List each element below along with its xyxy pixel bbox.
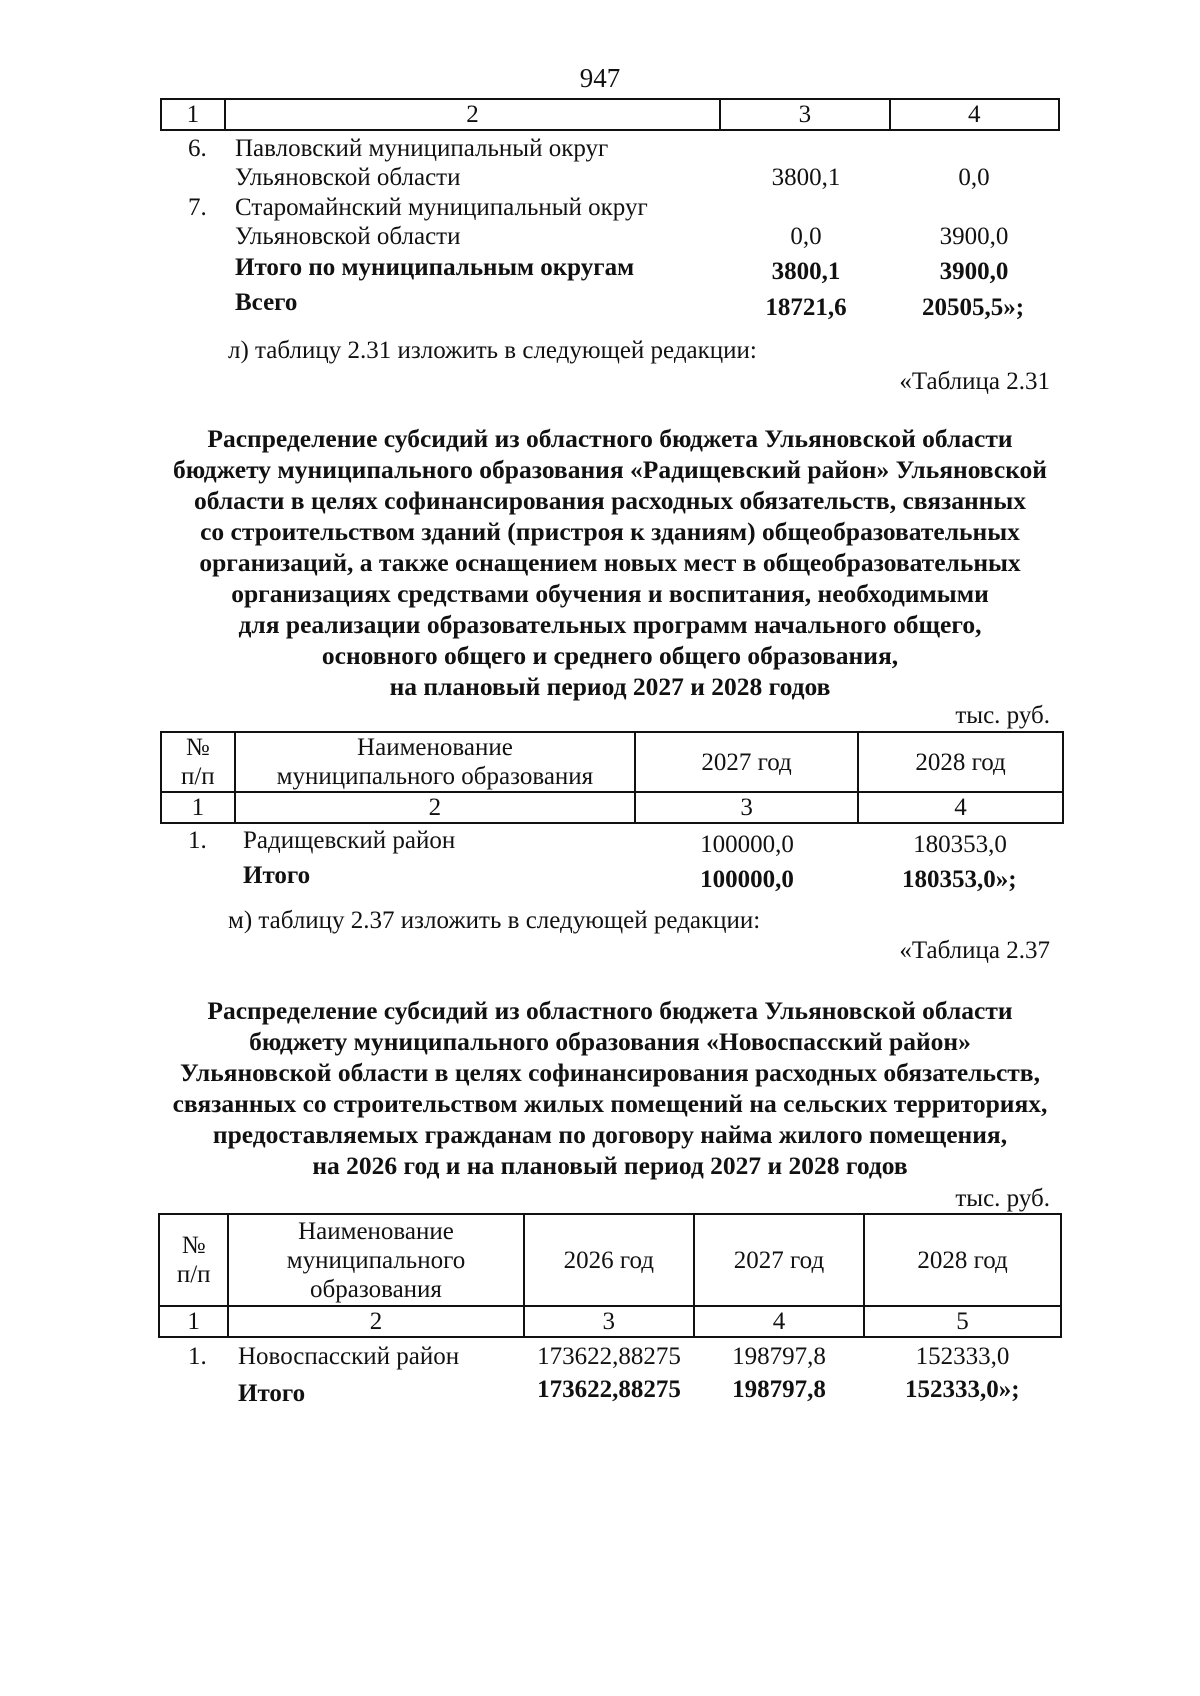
heading-line: организациях средствами обучения и воспитания, необходимыми	[231, 579, 989, 608]
total-value-2027: 198797,8	[732, 1376, 826, 1403]
header-year-2028: 2028 год	[864, 1214, 1061, 1306]
heading-line: основного общего и среднего общего образования,	[321, 641, 899, 670]
col-number-3: 3	[635, 792, 858, 823]
heading-line: бюджету муниципального образования «Радищевский район» Ульяновской	[172, 455, 1048, 484]
header-name	[235, 732, 636, 792]
total-value-2027: 100000,0	[700, 866, 794, 893]
header-year-2028: 2028 год	[858, 732, 1063, 792]
header-name-line2: муниципального	[286, 1246, 466, 1274]
row-value-col4: 3900,0	[939, 223, 1009, 250]
header-num-line2: п/п	[176, 1261, 211, 1288]
col-number-1: 1	[159, 1306, 228, 1337]
col-number-1: 1	[161, 99, 225, 130]
section-l-table-label: «Таблица 2.31	[899, 368, 1050, 395]
total-value-col3: 18721,6	[765, 294, 847, 321]
heading-line: бюджету муниципального образования «Новоспасский район»	[249, 1027, 971, 1056]
row-number: 1.	[188, 827, 207, 854]
heading-line: связанных со строительством жилых помещений на сельских территориях,	[172, 1089, 1048, 1118]
header-name-line1: Наименование	[357, 734, 513, 761]
header-name-line2: муниципального образования	[276, 763, 594, 790]
top-table-header	[160, 98, 1060, 131]
header-year-2026: 2026 год	[524, 1214, 694, 1306]
heading-line: предоставляемых гражданам по договору найма жилого помещения,	[212, 1120, 1008, 1149]
col-number-4: 4	[858, 792, 1063, 823]
row-number: 6.	[188, 135, 207, 162]
total-value-2028: 180353,0»;	[902, 866, 1017, 893]
total-label: Итого	[238, 1380, 306, 1407]
section-l-table-header	[160, 731, 1064, 824]
total-value-2028: 152333,0»;	[905, 1376, 1020, 1403]
heading-line: для реализации образовательных программ начального общего,	[238, 610, 982, 639]
col-number-3: 3	[720, 99, 889, 130]
section-l-heading	[150, 423, 1070, 702]
total-label: Всего	[235, 289, 298, 316]
row-name-line1: Старомайнский муниципальный округ	[235, 194, 648, 221]
col-number-2: 2	[225, 99, 720, 130]
col-number-1: 1	[161, 792, 235, 823]
section-m-intro: м) таблицу 2.37 изложить в следующей редакции:	[228, 907, 761, 934]
section-m-table-label: «Таблица 2.37	[899, 937, 1050, 964]
row-value-col3: 3800,1	[771, 164, 841, 191]
row-value-2026: 173622,88275	[537, 1343, 681, 1370]
section-m-heading	[150, 995, 1070, 1181]
col-number-2: 2	[235, 792, 636, 823]
row-name-line2: Ульяновской области	[235, 164, 461, 191]
header-num	[161, 732, 235, 792]
row-name: Новоспасский район	[238, 1343, 460, 1370]
total-value-2026: 173622,88275	[537, 1376, 681, 1403]
heading-line: со строительством зданий (пристроя к зданиям) общеобразовательных	[200, 517, 1020, 546]
subtotal-label: Итого по муниципальным округам	[235, 254, 635, 281]
heading-line: Ульяновской области в целях софинансирования расходных обязательств,	[180, 1058, 1040, 1087]
total-label: Итого	[243, 862, 311, 889]
header-num-line1: №	[185, 734, 210, 761]
section-l-unit: тыс. руб.	[955, 702, 1050, 729]
subtotal-value-col4: 3900,0	[939, 258, 1009, 285]
col-number-2: 2	[228, 1306, 523, 1337]
col-number-4: 4	[694, 1306, 864, 1337]
row-value-col3: 0,0	[790, 223, 822, 250]
header-num-line2: п/п	[180, 763, 215, 790]
row-value-2027: 198797,8	[732, 1343, 826, 1370]
header-name	[228, 1214, 523, 1306]
heading-line: на 2026 год и на плановый период 2027 и 2028 годов	[312, 1151, 908, 1180]
heading-line: на плановый период 2027 и 2028 годов	[389, 672, 831, 701]
header-name-line3: образования	[310, 1275, 442, 1303]
heading-line: Распределение субсидий из областного бюджета Ульяновской области	[207, 424, 1013, 453]
total-value-col4: 20505,5»;	[922, 294, 1025, 321]
heading-line: Распределение субсидий из областного бюджета Ульяновской области	[207, 996, 1013, 1025]
row-value-col4: 0,0	[958, 164, 990, 191]
row-number: 1.	[188, 1343, 207, 1370]
row-value-2027: 100000,0	[700, 831, 794, 858]
section-m-unit: тыс. руб.	[955, 1185, 1050, 1212]
section-l-intro: л) таблицу 2.31 изложить в следующей редакции:	[228, 337, 757, 364]
header-year-2027: 2027 год	[635, 732, 858, 792]
page-number: 947	[579, 63, 621, 93]
row-name-line2: Ульяновской области	[235, 223, 461, 250]
subtotal-value-col3: 3800,1	[771, 258, 841, 285]
header-num	[159, 1214, 228, 1306]
col-number-4: 4	[890, 99, 1059, 130]
col-number-3: 3	[524, 1306, 694, 1337]
section-m-table-header	[158, 1213, 1062, 1338]
heading-line: организаций, а также оснащением новых мест в общеобразовательных	[199, 548, 1021, 577]
header-name-line1: Наименование	[298, 1217, 454, 1245]
col-number-5: 5	[864, 1306, 1061, 1337]
heading-line: области в целях софинансирования расходных обязательств, связанных	[193, 486, 1027, 515]
row-value-2028: 152333,0	[915, 1343, 1010, 1370]
header-num-line1: №	[181, 1232, 206, 1259]
row-value-2028: 180353,0	[913, 831, 1007, 858]
row-name-line1: Павловский муниципальный округ	[235, 135, 609, 162]
header-year-2027: 2027 год	[694, 1214, 864, 1306]
row-name: Радищевский район	[243, 827, 456, 854]
row-number: 7.	[188, 194, 207, 221]
